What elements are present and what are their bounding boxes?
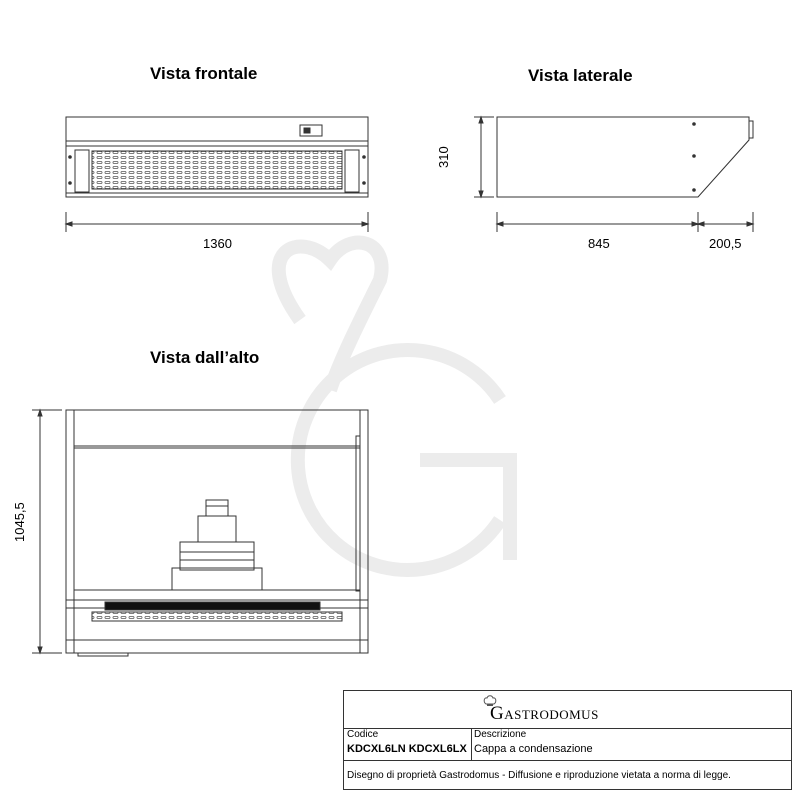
control-switch-icon bbox=[300, 125, 322, 136]
top-filter-grille bbox=[92, 612, 342, 621]
side-view bbox=[474, 117, 753, 232]
title-block-header bbox=[344, 691, 791, 729]
dimension-top-depth-label: 1045,5 bbox=[12, 502, 27, 542]
front-view-title: Vista frontale bbox=[150, 64, 258, 83]
description-cell bbox=[471, 728, 791, 761]
dimension-overhang-label: 200,5 bbox=[709, 236, 742, 251]
side-body-outline bbox=[497, 117, 749, 197]
dimension-depth-label: 845 bbox=[588, 236, 610, 251]
description-label: Descrizione bbox=[474, 729, 527, 740]
dimension-width-label: 1360 bbox=[203, 236, 232, 251]
top-view-title: Vista dall’alto bbox=[150, 348, 260, 367]
code-label: Codice bbox=[347, 729, 379, 740]
brand-name: Gastrodomus bbox=[490, 703, 599, 724]
top-view bbox=[32, 410, 368, 656]
code-value: KDCXL6LN KDCXL6LX bbox=[347, 743, 467, 755]
front-view bbox=[66, 117, 368, 232]
title-block bbox=[343, 690, 792, 790]
side-view-title: Vista laterale bbox=[528, 66, 633, 85]
fan-motor-icon bbox=[172, 500, 262, 590]
front-filter-grille bbox=[92, 151, 342, 189]
top-filter-slot bbox=[105, 602, 320, 610]
description-value: Cappa a condensazione bbox=[474, 743, 593, 755]
dimension-height-label: 310 bbox=[436, 146, 451, 168]
copyright-footer: Disegno di proprietà Gastrodomus - Diffusione e riproduzione vietata a norma di legge. bbox=[347, 770, 731, 781]
code-cell bbox=[344, 728, 472, 761]
